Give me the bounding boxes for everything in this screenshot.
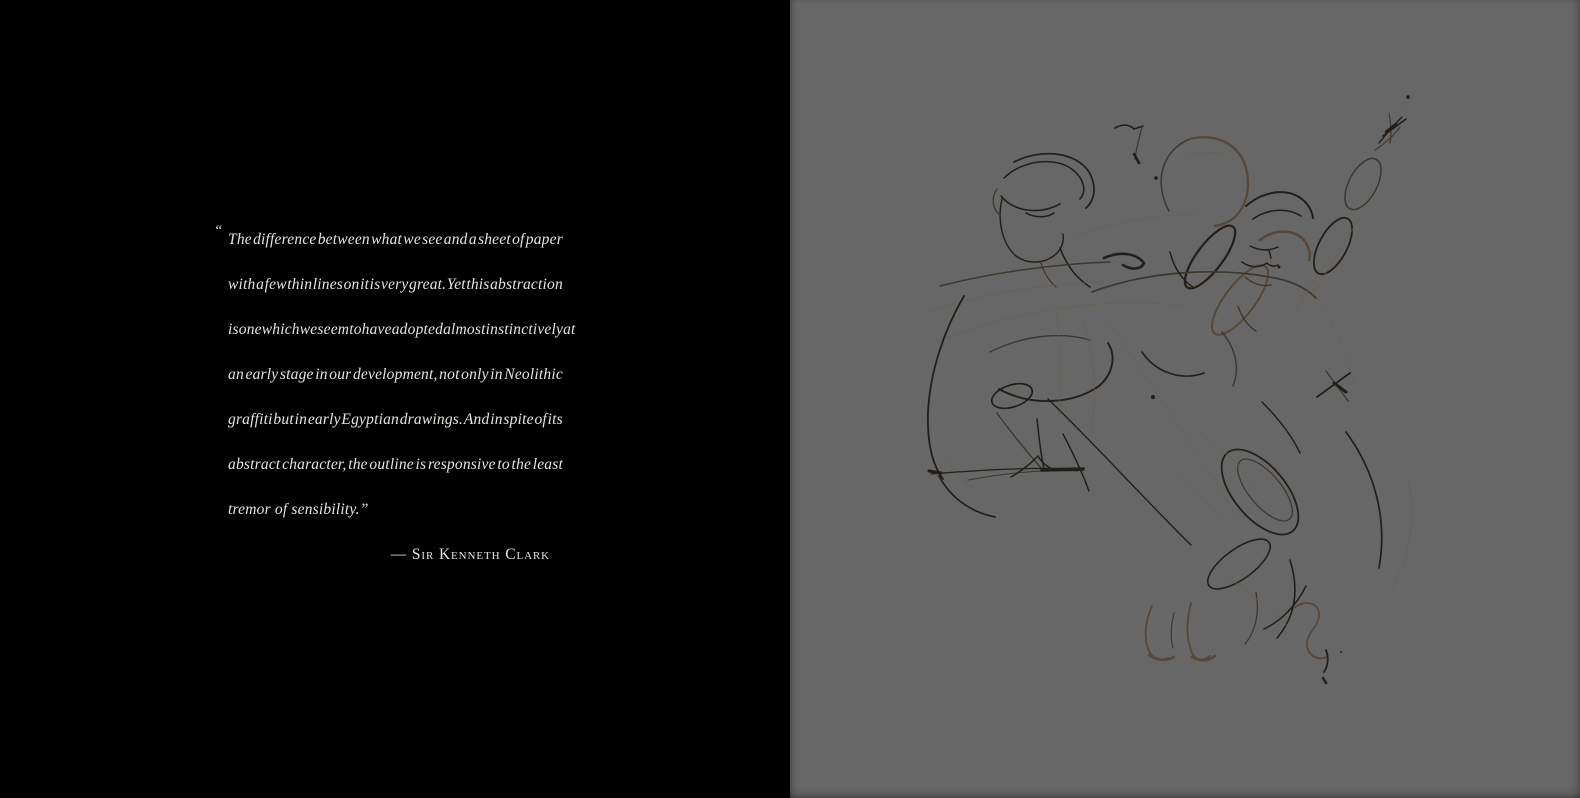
quote-line: The difference between what we see and a sheet of paper [228, 231, 563, 248]
open-quote-mark: “ [214, 223, 223, 239]
quote-line: abstract character, the outline is responsive to the least [228, 456, 563, 473]
quote-line: graffiti but in early Egyptian drawings. And in spite of its [228, 411, 563, 428]
quote-lines [228, 230, 576, 520]
quote-line: is one which we seem to have adopted almost instinctively at [228, 321, 576, 338]
quote-attribution: — Sir Kenneth Clark [390, 546, 550, 563]
quote-block [214, 223, 576, 565]
artwork-panel [790, 0, 1580, 798]
quote-line: an early stage in our development, not only in Neolithic [228, 366, 563, 383]
quote-line: tremor of sensibility.” [228, 501, 369, 518]
quote-line: with a few thin lines on it is very great. Yet this abstraction [228, 276, 563, 293]
figure-sketch-drawing [790, 0, 1580, 798]
